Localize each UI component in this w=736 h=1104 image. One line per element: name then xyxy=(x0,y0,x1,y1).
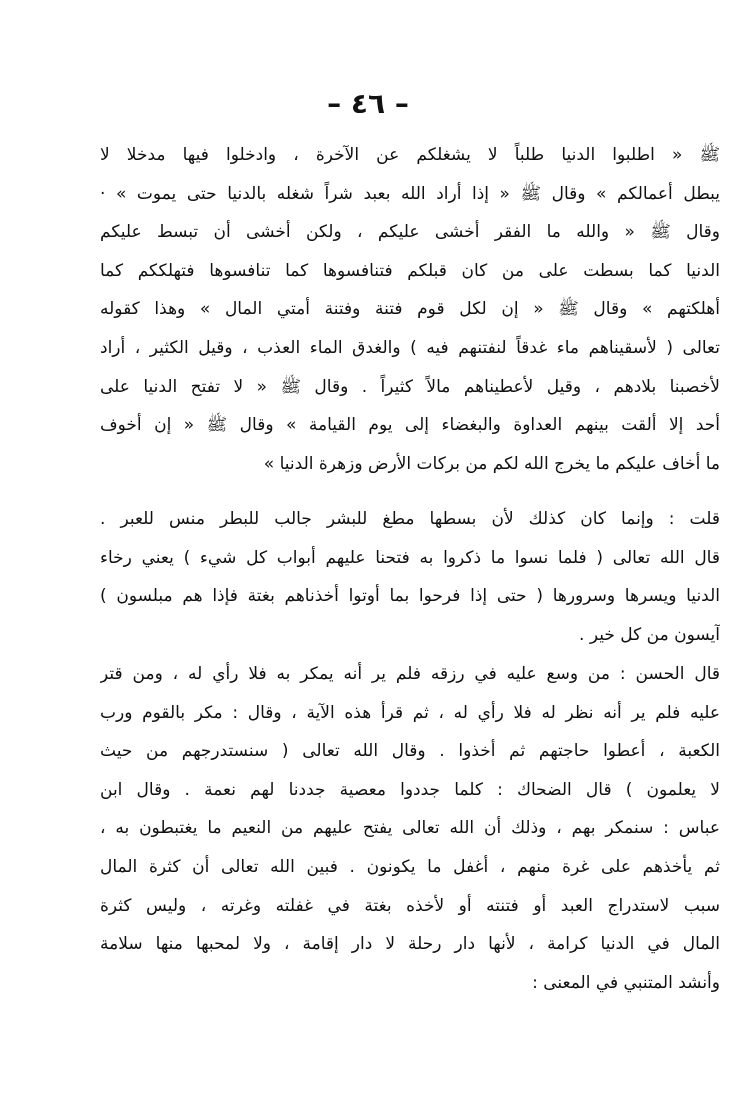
text-line: وأنشد المتنبي في المعنى : xyxy=(532,972,720,993)
text-line: أهلكتهم » وقال ﷺ « إن لكل قوم فتنة وفتنة أمتي المال » وهذا كقوله xyxy=(100,299,720,320)
text-line: عليه فلم ير أنه نظر له فلا رأي له ، ثم قرأ هذه الآية ، وقال : مكر بالقوم ورب xyxy=(100,702,720,723)
text-line: عباس : سنمكر بهم ، وذلك أن الله تعالى يفتح عليهم من النعيم ما يغتبطون به ، xyxy=(100,818,720,839)
text-line: ما أخاف عليكم ما يخرج الله لكم من بركات الأرض وزهرة الدنيا » xyxy=(263,453,720,474)
text-line: الدنيا ويسرها وسرورها ( حتى إذا فرحوا بما أوتوا أخذناهم بغتة فإذا هم مبلسون ) xyxy=(100,586,720,607)
paragraph-3 xyxy=(100,655,720,1002)
page-number: – ٤٦ – xyxy=(327,87,409,120)
text-line: سبب لاستدراج العبد أو فتنته أو لأخذه بغتة في غفلته وغرته ، وليس كثرة xyxy=(100,895,720,916)
paragraph-2 xyxy=(100,500,720,654)
text-line: لأخصبنا بلادهم ، وقيل لأعطيناهم مالاً كثيراً . وقال ﷺ « لا تفتح الدنيا على xyxy=(100,376,720,397)
text-line: الدنيا كما بسطت على من كان قبلكم فتنافسوها كما تنافسوها فتهلككم كما xyxy=(100,260,720,281)
text-line: الكعبة ، أعطوا حاجتهم ثم أخذوا . وقال الله تعالى ( سنستدرجهم من حيث xyxy=(100,741,720,762)
text-line: تعالى ( لأسقيناهم ماء غدقاً لنفتنهم فيه ) والغدق الماء العذب ، وقيل الكثير ، أراد xyxy=(100,337,720,358)
text-line: المال في الدنيا كرامة ، لأنها دار رحلة لا دار إقامة ، ولا لمحبها منها سلامة xyxy=(100,934,720,955)
text-line: ﷺ « اطلبوا الدنيا طلباً لا يشغلكم عن الآخرة ، وادخلوا فيها مدخلا لا xyxy=(100,145,720,165)
text-line: قال الحسن : من وسع عليه في رزقه فلم ير أنه يمكر به فلا رأي له ، ومن قتر xyxy=(100,664,720,684)
text-line: وقال ﷺ « والله ما الفقر أخشى عليكم ، ولكن أخشى أن تبسط عليكم xyxy=(100,222,720,243)
text-line: لا يعلمون ) قال الضحاك : كلما جددوا معصية جددنا لهم نعمة . وقال ابن xyxy=(100,779,720,800)
text-line: قال الله تعالى ( فلما نسوا ما ذكروا به فتحنا عليهم أبواب كل شيء ) يعني رخاء xyxy=(100,547,720,568)
text-line: قلت : وإنما كان كذلك لأن بسطها مطغ للبشر جالب للبطر منس للعبر . xyxy=(100,509,720,529)
text-line: يبطل أعمالكم » وقال ﷺ « إذا أراد الله بعبد شراً شغله بالدنيا حتى يموت » · xyxy=(100,183,720,204)
text-line: أحد إلا ألقت بينهم العداوة والبغضاء إلى يوم القيامة » وقال ﷺ « إن أخوف xyxy=(100,415,720,436)
paragraph-1 xyxy=(100,136,720,483)
text-line: آيسون من كل خير . xyxy=(579,624,720,645)
text-line: ثم يأخذهم على غرة منهم ، أغفل ما يكونون . فبين الله تعالى أن كثرة المال xyxy=(100,856,720,877)
